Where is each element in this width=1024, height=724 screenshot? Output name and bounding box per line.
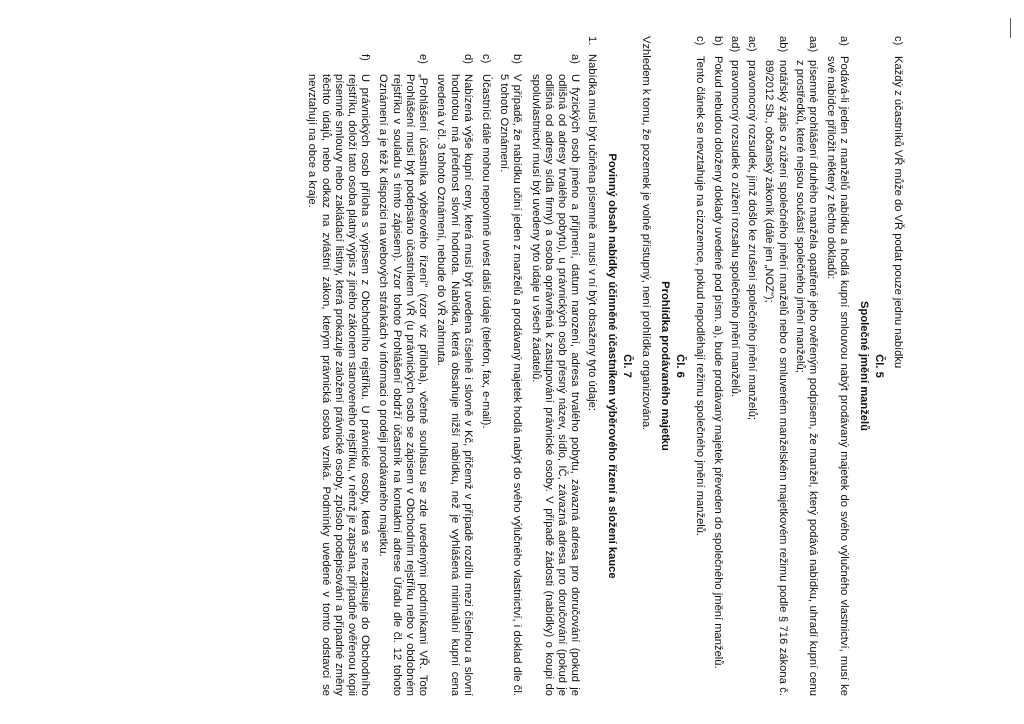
- article-6-text: Vzhledem k tomu, že pozemek je volně přístupný, není prohlídka organizována.: [639, 36, 652, 431]
- article-7-subtitle: Povinný obsah nabídky účinněné účastníkem výběrového řízení a složení kauce: [605, 153, 618, 579]
- article-5-item-ab: ab) notářský zápis o zúžení společného jmění manželů nebo o smluveném manželském majetkovém režimu podle § 716 zákona č. 89/2012 Sb., občanský zákoník (dále jen „NOZ");: [763, 36, 789, 696]
- article-5-item-ac: ac) pravomocný rozsudek, jímž došlo ke zrušení společného jmění manželů;: [746, 36, 759, 421]
- article-6-title: Čl. 6: [674, 354, 687, 378]
- intro-item-c: c) Každý z účastníků VŘ může do VŘ podat pouze jednu nabídku: [892, 36, 904, 369]
- article-7-item-c: c) Účastníci dále mohou nepovinně uvést další údaje (telefon, fax, e-mail).: [479, 54, 492, 429]
- article-6-subtitle: Prohlídka prodávaného majetku: [659, 281, 672, 451]
- article-5-item-b: b) Pokud nebudou doloženy doklady uvedené pod písm. a), bude prodávaný majetek převeden do společného jmění manželů.: [711, 36, 724, 669]
- article-7-item-d: d) Nabízená výše kupní ceny, která musí být uvedena číselně i slovně v Kč, přičemž v případě rozdílu mezi číselnou a slovní hodnotou má přednost slovní hodnota. Nabídka, která obsahuje nižší nabídku, než je vyhlášená minimální kupní cena uvedená v čl. 3 tohoto Oznámení, nebude do VŘ zahrnuta.: [435, 54, 474, 696]
- article-5-item-c: c) Tento článek se nevztahuje na cizozemce, pokud nepodléhají režimu společného jmění manželů.: [693, 36, 706, 537]
- article-7-item-f: f) U právnických osob příloha s výpisem z Obchodního rejstříku. U právnické osoby, která se nezapisuje do Obchodního rejstříku, doloží tato osoba platný výpis z jiného zákonem stanoveného rejstříku, v němž je zapsána, případně ověřenou kopii písemné smlouvy nebo zakládací listiny, která prokazuje založení právnické osoby, způsob podepisování a případné změny těchto údajů, nebo odkaz na zvláštní zákon, kterým právnická osoba vzniká. Podmínky uvedené v tomto odstavci se nevztahují na obce a kraje.: [306, 54, 372, 696]
- article-7-item-a: a) U fyzických osob jméno a příjmení, datum narození, adresa trvalého pobytu, závazná adresa pro doručování (pokud je odlišná od adresy trvalého pobytu), u právnických osob přesný název, sídlo, IČ, závazná adresa pro doručování (pokud je odlišná od adresy sídla firmy) a osoba oprávněná k zastupování právnické osoby. V případě žádosti (nabídky) o koupi do spoluvlastnictví musí být uvedeny tyto údaje u všech žadatelů.: [529, 54, 582, 696]
- article-5-item-ad: ad) pravomocný rozsudek o zúžení rozsahu společného jmění manželů.: [728, 36, 741, 398]
- article-7-item-b: b) V případě, že nabídku učiní jeden z manželů a prodávaný majetek hodlá nabýt do svého výlučného vlastnictví, i doklad dle čl. 5 tohoto Oznámení.: [498, 54, 524, 696]
- article-7-item-1: 1. Nabídka musí být učiněna písemně a musí v ní být obsaženy tyto údaje:: [586, 36, 599, 411]
- article-5-item-aa: aa) písemné prohlášení druhého manžela opatřené jeho ověřeným podpisem, že manžel, který podává nabídku, uhradí kupní cenu z prostředků, které nejsou součástí společného jmění manželů;: [793, 36, 819, 696]
- article-7-subitems: [305, 36, 581, 696]
- article-5-title: Čl. 5: [872, 354, 885, 378]
- article-5-item-a: a) Podává-li jeden z manželů nabídku a hodlá kupní smlouvou nabýt prodávaný majetek do svého výlučného vlastnictví, musí ke své nabídce přiložit některý z těchto dokladů:: [825, 36, 851, 696]
- article-5-subtitle: Společné jmění manželů: [857, 301, 870, 431]
- article-7-item-e: e) „Prohlášení účastníka výběrového řízení" (vzor viz příloha), včetně souhlasu se zde uvedenými podmínkami VŘ. Toto Prohlášení musí být podepsáno účastníkem VŘ (u právnických osob se zápisem v Obchodním rejstříku nebo v obdobném rejstříku v souladu s tímto zápisem). Vzor tohoto Prohlášení obdrží účastník na kontaktní adrese Úřadu dle čl. 12 tohoto Oznámení a je též k dispozici na webových stránkách v informaci o prodeji prodávaného majetku.: [377, 54, 430, 696]
- article-7-title: Čl. 7: [620, 354, 633, 378]
